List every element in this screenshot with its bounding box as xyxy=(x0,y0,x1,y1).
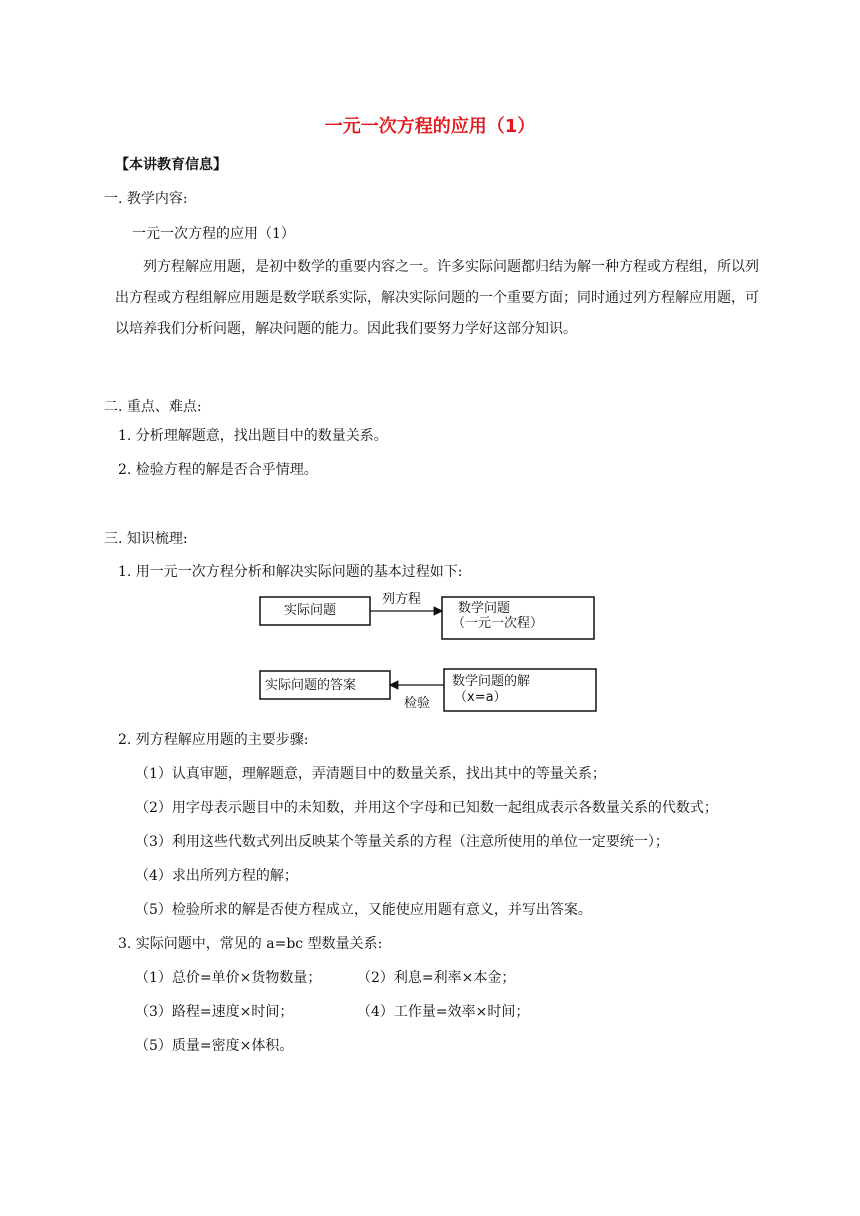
flow-box2-line2: （一元一次程） xyxy=(452,616,544,631)
flow-box4-line1: 数学问题的解 xyxy=(452,674,531,689)
flow-box1-label: 实际问题 xyxy=(284,603,337,618)
section1-paragraph: 列方程解应用题，是初中数学的重要内容之一。许多实际问题都归结为解一种方程或方程组，所以列出方程或方程组解应用题是数学联系实际，解决实际问题的一个重要方面；同时通过列方程解应用题，可以培养我们分析问题，解决问题的能力。因此我们要努力学好这部分知识。 xyxy=(115,259,759,337)
document-title: 一元一次方程的应用（1） xyxy=(324,116,536,137)
section2-heading: 二. 重点、难点: xyxy=(104,399,202,415)
relation-3: （3）路程=速度×时间； xyxy=(135,1004,294,1020)
section3-item-3: 3. 实际问题中，常见的 a=bc 型数量关系: xyxy=(118,936,383,952)
section3-heading: 三. 知识梳理: xyxy=(104,531,188,547)
section3-item-1: 1. 用一元一次方程分析和解决实际问题的基本过程如下: xyxy=(118,564,463,580)
flow-box3-label: 实际问题的答案 xyxy=(265,678,357,693)
section2-item-2: 2. 检验方程的解是否合乎情理。 xyxy=(118,462,318,478)
relation-4: （4）工作量=效率×时间； xyxy=(357,1004,530,1020)
relation-1: （1）总价=单价×货物数量； xyxy=(135,970,322,986)
flow-arrow1-label: 列方程 xyxy=(382,592,422,607)
section3-item-2: 2. 列方程解应用题的主要步骤: xyxy=(118,732,309,748)
step-3: （3）利用这些代数式列出反映某个等量关系的方程（注意所使用的单位一定要统一）； xyxy=(135,834,669,850)
flow-box2-line1: 数学问题 xyxy=(458,601,511,616)
flow-arrow2-label: 检验 xyxy=(404,696,431,711)
lesson-info-header: 【本讲教育信息】 xyxy=(115,157,227,173)
section1-subtitle: 一元一次方程的应用（1） xyxy=(132,226,295,242)
relation-2: （2）利息=利率×本金； xyxy=(357,970,516,986)
flow-box4-line2: （x=a） xyxy=(454,690,507,705)
step-2: （2）用字母表示题目中的未知数，并用这个字母和已知数一起组成表示各数量关系的代数式； xyxy=(135,800,718,816)
step-5: （5）检验所求的解是否使方程成立，又能使应用题有意义，并写出答案。 xyxy=(135,902,592,918)
relation-5: （5）质量=密度×体积。 xyxy=(135,1038,294,1054)
step-1: （1）认真审题，理解题意，弄清题目中的数量关系，找出其中的等量关系； xyxy=(135,766,606,782)
section2-item-1: 1. 分析理解题意，找出题目中的数量关系。 xyxy=(118,428,388,444)
section1-heading: 一. 教学内容: xyxy=(104,191,188,207)
step-4: （4）求出所列方程的解； xyxy=(135,868,298,884)
